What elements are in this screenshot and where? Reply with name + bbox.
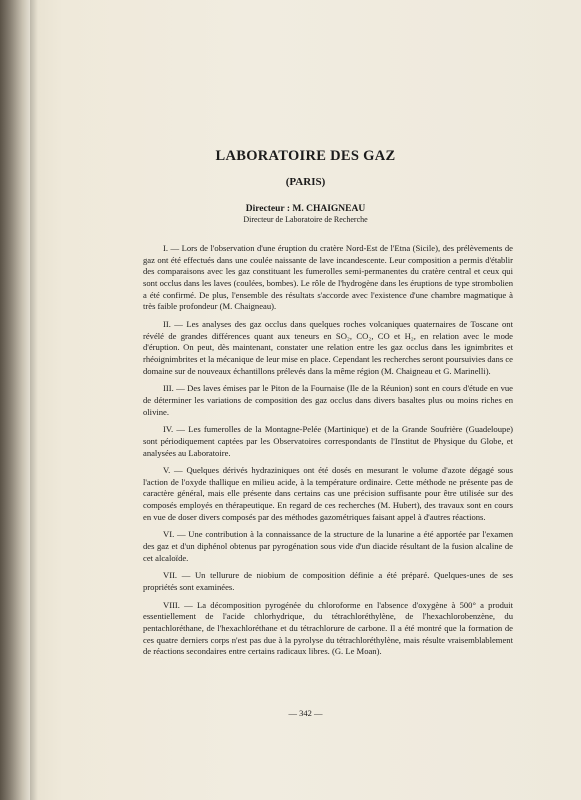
- director-label: Directeur :: [245, 204, 290, 214]
- paragraph-7: VII. — Un tellurure de niobium de composition définie a été préparé. Quelques-unes de ses propriétés sont examinées.: [143, 570, 513, 593]
- page-title: LABORATOIRE DES GAZ: [215, 148, 396, 164]
- paragraph-3: III. — Des laves émises par le Piton de la Fournaise (Ile de la Réunion) sont en cours d'étude en vue de déterminer les variations de composition des gaz occlus dans divers basaltes plus ou moins riches en olivine.: [143, 383, 513, 417]
- paragraph-1: I. — Lors de l'observation d'une éruption du cratère Nord-Est de l'Etna (Sicile), des prélèvements de gaz ont été effectués dans une coulée naissante de lave incandescente. Leur composition a permis d'établir des comparaisons avec les gaz constituant les fumerolles semi-permanentes du cratère central et ceux qui sont occlus dans les laves (coulées, bombes). Le rôle de l'hydrogène dans les éruptions de type strombolien a été confirmé. De plus, l'ensemble des résultats s'accorde avec l'existence d'une chambre magmatique à très faible profondeur (M. Chaigneau).: [143, 243, 513, 312]
- report-body: [143, 243, 513, 664]
- page-subtitle: (PARIS): [285, 176, 326, 188]
- director-name: M. CHAIGNEAU: [292, 204, 366, 214]
- director-role: Directeur de Laboratoire de Recherche: [243, 215, 368, 224]
- paragraph-2: II. — Les analyses des gaz occlus dans quelques roches volcaniques quaternaires de Toscane ont révélé de grandes différences quant aux teneurs en SO₂, CO₂, CO et H₂, en relation avec le mode d'éruption. On peut, dès maintenant, constater une relation entre les gaz occlus dans les ignimbrites et rhéoignimbrites et la mécanique de leur mise en place. Cependant les recherches seront poursuivies dans ce domaine sur de nouveaux échantillons prélevés dans la même région (M. Chaigneau et G. Marinelli).: [143, 318, 513, 376]
- page-number: — 342 —: [288, 708, 323, 718]
- paragraph-8: VIII. — La décomposition pyrogénée du chloroforme en l'absence d'oxygène à 500° a produit essentiellement de l'acide chlorhydrique, du tétrachloréthylène, de l'hexachlorobenzène, du pentachloréthane, de l'hexachloréthane et du tétrachlorure de carbone. Il a été montré que la formation de ces quatre derniers corps n'est pas due à la pyrolyse du tétrachloréthylène, mais résulte vraisemblablement de réactions secondaires entre certains radicaux libres. (G. Le Moan).: [143, 599, 513, 657]
- paragraph-4: IV. — Les fumerolles de la Montagne-Pelée (Martinique) et de la Grande Soufrière (Guadeloupe) sont périodiquement captées par les Observatoires correspondants de l'Institut de Physique du Globe, et analysées au Laboratoire.: [143, 424, 513, 458]
- book-spine: [0, 0, 30, 800]
- page-gutter-shadow: [30, 0, 38, 800]
- director-line: [30, 204, 581, 214]
- paragraph-6: VI. — Une contribution à la connaissance de la structure de la lunarine a été apportée par l'examen des gaz et d'un diphénol obtenus par pyrogénation sous vide d'un diacide résultant de la fusion alcaline de cet alcaloïde.: [143, 529, 513, 563]
- paragraph-5: V. — Quelques dérivés hydraziniques ont été dosés en mesurant le volume d'azote dégagé sous l'action de l'oxyde thallique en milieu acide, à la température ordinaire. Cette méthode ne présente pas de caractère général, mais elle présente dans certains cas une précision suffisante pour être utilisée sur des composés employés en thérapeutique. En regard de ces recherches (M. Hubert), des travaux sont en cours en vue de doser divers composés par des méthodes gazométriques faisant appel à d'autres réactions.: [143, 465, 513, 522]
